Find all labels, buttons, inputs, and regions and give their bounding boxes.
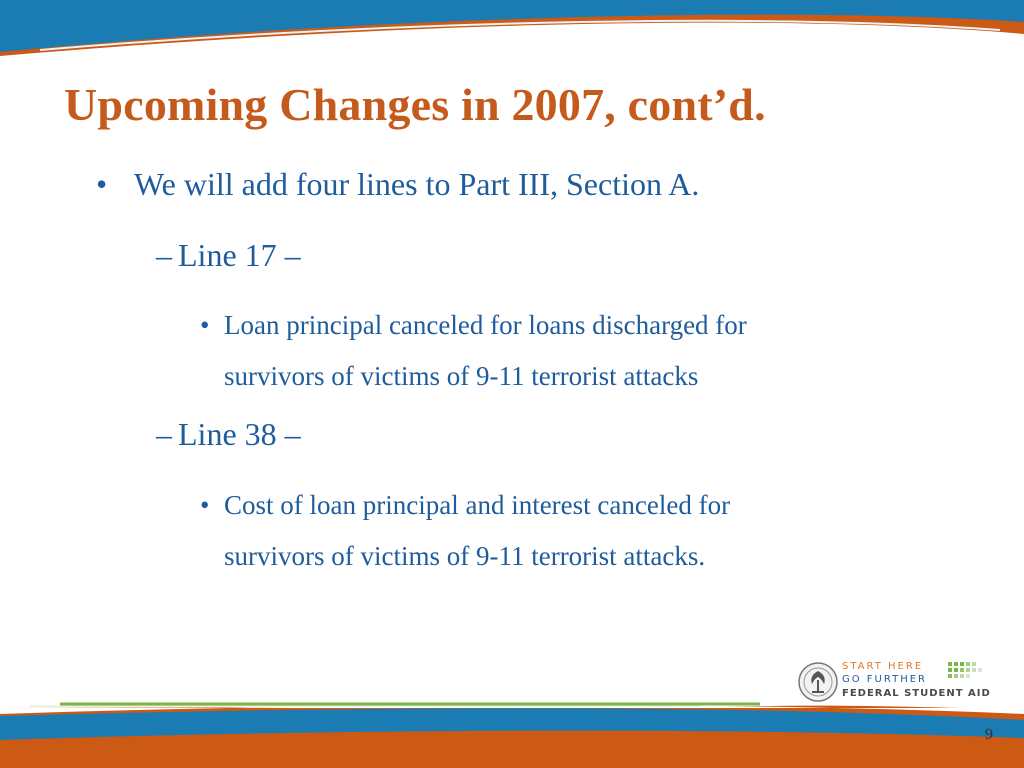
sub-item-line-38 <box>156 416 301 453</box>
detail-text-line: survivors of victims of 9-11 terrorist attacks. <box>224 541 706 571</box>
logo-tagline-start: START HERE <box>842 661 924 672</box>
logo-wordmark: FEDERAL STUDENT AID <box>842 688 991 699</box>
sub-item-label: Line 38 – <box>178 416 301 452</box>
top-decorative-band <box>0 0 1024 62</box>
dash-marker: – <box>156 237 172 273</box>
main-bullet-text: We will add four lines to Part III, Section A. <box>134 166 700 202</box>
detail-text-line: Cost of loan principal and interest canceled for <box>224 490 731 520</box>
detail-text-line: survivors of victims of 9-11 terrorist attacks <box>224 361 699 391</box>
main-bullet <box>96 166 699 203</box>
logo-tagline-further: GO FURTHER <box>842 674 927 685</box>
page-number: 9 <box>985 726 993 743</box>
detail-text-line: Loan principal canceled for loans discharged for <box>224 310 747 340</box>
detail-line-17 <box>200 300 747 402</box>
detail-line-38 <box>200 480 730 582</box>
sub-item-label: Line 17 – <box>178 237 301 273</box>
pixel-grid-icon <box>948 662 988 684</box>
bullet-marker: • <box>200 310 210 340</box>
dash-marker: – <box>156 416 172 452</box>
sub-item-line-17 <box>156 237 301 274</box>
bullet-marker: • <box>96 166 108 202</box>
slide-title: Upcoming Changes in 2007, cont’d. <box>64 79 766 130</box>
bottom-decorative-band <box>0 690 1024 768</box>
bullet-marker: • <box>200 490 210 520</box>
